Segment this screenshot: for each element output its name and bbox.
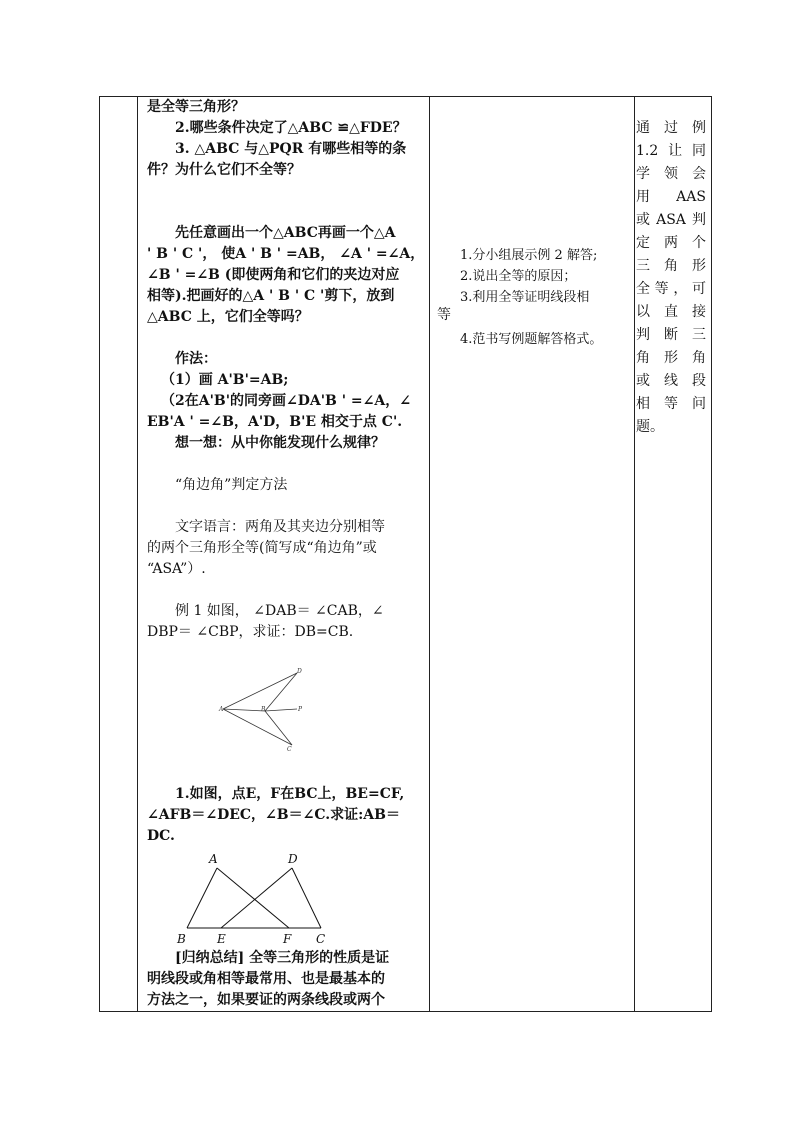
activity-item: 3.利用全等证明线段相 [460, 290, 590, 305]
intent-line: 三角形 [636, 258, 706, 274]
intent-line: 或ASA判 [636, 212, 706, 228]
summary-line-3: 方法之一，如果要证的两条线段或两个 [147, 992, 385, 1008]
activity-line-1: 先任意画出一个△ABC再画一个△A [175, 225, 396, 241]
point-label: A [219, 706, 224, 713]
question-3-line-1: 3. △ABC 与△PQR 有哪些相等的条 [175, 141, 407, 157]
point-label-E: E [217, 932, 226, 946]
activity-item [460, 308, 632, 329]
summary-line-1: [归纳总结] 全等三角形的性质是证 [175, 950, 390, 966]
column-divider [634, 97, 635, 1011]
intent-line: 定两个 [636, 235, 706, 251]
exercise-1-line-1: 1.如图，点E，F在BC上，BE=CF, [175, 786, 405, 802]
design-intent-column [636, 117, 706, 439]
student-activity-column [430, 97, 633, 1011]
method-step-2-line-1: （2在A'B'的同旁画∠DA'B ' =∠A，∠ [161, 393, 411, 409]
activity-item: 1.分小组展示例 2 解答; [460, 248, 598, 263]
intent-line: 1.2让同 [636, 143, 706, 159]
teaching-content-column [139, 97, 429, 1011]
intent-line: 以直接 [636, 304, 706, 320]
question-2: 2.哪些条件决定了△ABC ≌△FDE？ [175, 120, 407, 136]
row-mark: 等 [437, 307, 451, 323]
question-1-tail: 是全等三角形？ [147, 99, 245, 115]
intent-line: 题。 [636, 419, 664, 435]
intent-line: 用AAS [636, 189, 706, 205]
activity-line-3: ∠B ' =∠B (即使两角和它们的夹边对应 [147, 267, 400, 283]
asa-rule-heading: “角边角”判定方法 [175, 477, 288, 493]
point-label-D: D [288, 852, 298, 866]
point-label: D [297, 668, 302, 675]
summary-line-2: 明线段或角相等最常用、也是最基本的 [147, 971, 385, 987]
method-heading: 作法： [175, 351, 217, 367]
method-step-2-line-2: EB'A ' =∠B，A'D，B'E 相交于点 C'. [147, 414, 403, 430]
intent-line: 相等问 [636, 396, 706, 412]
point-label-A: A [209, 852, 218, 866]
intent-line: 判断三 [636, 327, 706, 343]
text-language-line-1: 文字语言：两角及其夹边分别相等 [175, 519, 385, 535]
example-1-figure [179, 665, 303, 755]
text-language-line-2: 的两个三角形全等(简写成“角边角”或 [147, 540, 377, 556]
text-language-line-3: “ASA”）. [147, 561, 206, 577]
activity-line-5: △ABC 上，它们全等吗？ [147, 309, 309, 325]
point-label: B [261, 706, 266, 713]
point-label-F: F [283, 932, 292, 946]
exercise-1-line-3: DC. [147, 828, 175, 844]
exercise-1-line-2: ∠AFB＝∠DEC，∠B＝∠C.求证:AB＝ [147, 807, 400, 823]
activity-item: 4.范书写例题解答格式。 [460, 332, 603, 347]
activity-item: 2.说出全等的原因； [460, 269, 577, 284]
activity-line-4: 相等).把画好的△A ' B ' C '剪下，放到 [147, 288, 395, 304]
intent-line: 角形角 [636, 350, 706, 366]
point-label-C: C [316, 932, 326, 946]
point-label-B: B [177, 932, 186, 946]
think-prompt: 想一想：从中你能发现什么规律？ [175, 435, 385, 451]
exercise-1-figure [171, 851, 331, 951]
point-label: C [287, 746, 292, 753]
example-1-line-1: 例 1 如图， ∠DAB＝ ∠CAB，∠ [175, 603, 384, 619]
column-divider [137, 97, 138, 1011]
lesson-table [99, 96, 712, 1012]
intent-line: 学领会 [636, 166, 706, 182]
example-1-line-2: DBP＝ ∠CBP，求证：DB=CB. [147, 624, 354, 640]
intent-line: 或线段 [636, 373, 706, 389]
intent-line: 全等，可 [636, 281, 706, 297]
point-label: P [298, 706, 303, 713]
activity-list [460, 245, 632, 350]
intent-line: 通过例 [636, 120, 706, 136]
method-step-1: （1）画 A'B'=AB; [161, 372, 289, 388]
activity-line-2: ' B ' C '， 使A ' B ' =AB， ∠A ' =∠A， [147, 246, 425, 262]
question-3-line-2: 件？为什么它们不全等？ [147, 162, 301, 178]
